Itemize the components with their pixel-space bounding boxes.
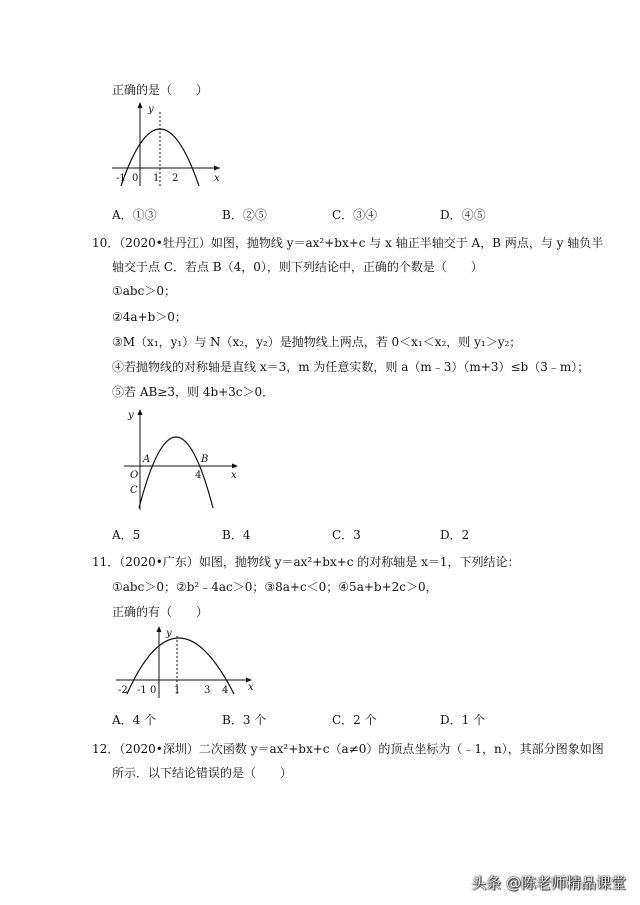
point-c-label: C <box>130 485 138 496</box>
x-axis-arrow <box>214 166 220 171</box>
origin-label: O <box>130 470 139 481</box>
tick-minus-two: -2 <box>118 685 128 696</box>
q10-option-b: B．4 <box>222 528 251 542</box>
tick-zero: 0 <box>132 173 139 184</box>
q9-option-d: D．④⑤ <box>440 208 486 222</box>
q11-line2: ①abc＞0；②b²﹣4ac＞0；③8a+c＜0；④5a+b+2c＞0， <box>112 580 438 594</box>
q10-statement-2: ②4a+b＞0； <box>112 310 187 324</box>
tick-three: 3 <box>204 685 211 696</box>
point-b-label: B <box>201 454 209 465</box>
q11-option-d: D．1 个 <box>440 713 486 727</box>
x-label: x <box>231 470 237 481</box>
tick-minus-one: -1 <box>116 173 126 184</box>
y-label: y <box>166 628 172 639</box>
y-axis-arrow <box>138 102 143 108</box>
y-label: y <box>128 410 134 421</box>
q10-option-c: C．3 <box>332 528 361 542</box>
tick-zero: 0 <box>150 685 157 696</box>
parabola-figure-1 <box>108 98 228 190</box>
q11-line3: 正确的有（ ） <box>112 605 209 619</box>
q12-line2: 所示．以下结论错误的是（ ） <box>112 766 293 780</box>
q10-line1: 10．（2020•牡丹江）如图，抛物线 y＝ax²+bx+c 与 x 轴正半轴交于 A，B 两点，与 y 轴负半 <box>92 236 604 250</box>
answer-prompt: 正确的是（ ） <box>112 83 209 97</box>
q11-option-c: C．2 个 <box>332 713 377 727</box>
y-label: y <box>148 104 154 115</box>
q10-statement-4: ④若抛物线的对称轴是直线 x＝3，m 为任意实数，则 a（m﹣3）（m+3）≤b（3﹣m）； <box>112 360 590 374</box>
q9-option-c: C．③④ <box>332 208 378 222</box>
q11-option-b: B．3 个 <box>222 713 267 727</box>
x-label: x <box>248 682 254 693</box>
y-axis-arrow <box>157 626 162 632</box>
tick-four: 4 <box>222 685 229 696</box>
q11-option-a: A．4 个 <box>112 713 157 727</box>
q9-option-b: B．②⑤ <box>222 208 267 222</box>
q10-statement-5: ⑤若 AB≥3，则 4b+3c＞0． <box>112 385 275 399</box>
x-axis-arrow <box>232 464 238 469</box>
tick-four: 4 <box>195 470 202 481</box>
parabola-curve <box>139 437 213 508</box>
q12-line1: 12．（2020•深圳）二次函数 y＝ax²+bx+c（a≠0）的顶点坐标为（﹣1，n），其部分图象如图 <box>92 742 604 756</box>
parabola-figure-3 <box>112 622 262 702</box>
parabola-figure-2 <box>118 404 246 514</box>
q11-line1: 11．（2020•广东）如图，抛物线 y＝ax²+bx+c 的对称轴是 x＝1，下列结论： <box>92 555 520 569</box>
tick-two: 2 <box>172 173 179 184</box>
q10-statement-3: ③M（x₁，y₁）与 N（x₂，y₂）是抛物线上两点，若 0＜x₁＜x₂，则 y₁＞y₂； <box>112 335 522 349</box>
q10-line2: 轴交于点 C．若点 B（4，0），则下列结论中，正确的个数是（ ） <box>112 260 483 274</box>
q10-option-a: A．5 <box>112 528 141 542</box>
tick-one: 1 <box>153 173 160 184</box>
watermark: 头条 @陈老师精品课堂 <box>471 874 626 892</box>
tick-minus-one: -1 <box>137 685 147 696</box>
y-axis-arrow <box>138 409 143 415</box>
q10-statement-1: ①abc＞0； <box>112 284 176 298</box>
tick-one: 1 <box>174 685 181 696</box>
q10-option-d: D．2 <box>440 528 470 542</box>
point-a-label: A <box>143 454 151 465</box>
q9-option-a: A．①③ <box>112 208 157 222</box>
x-label: x <box>214 173 220 184</box>
